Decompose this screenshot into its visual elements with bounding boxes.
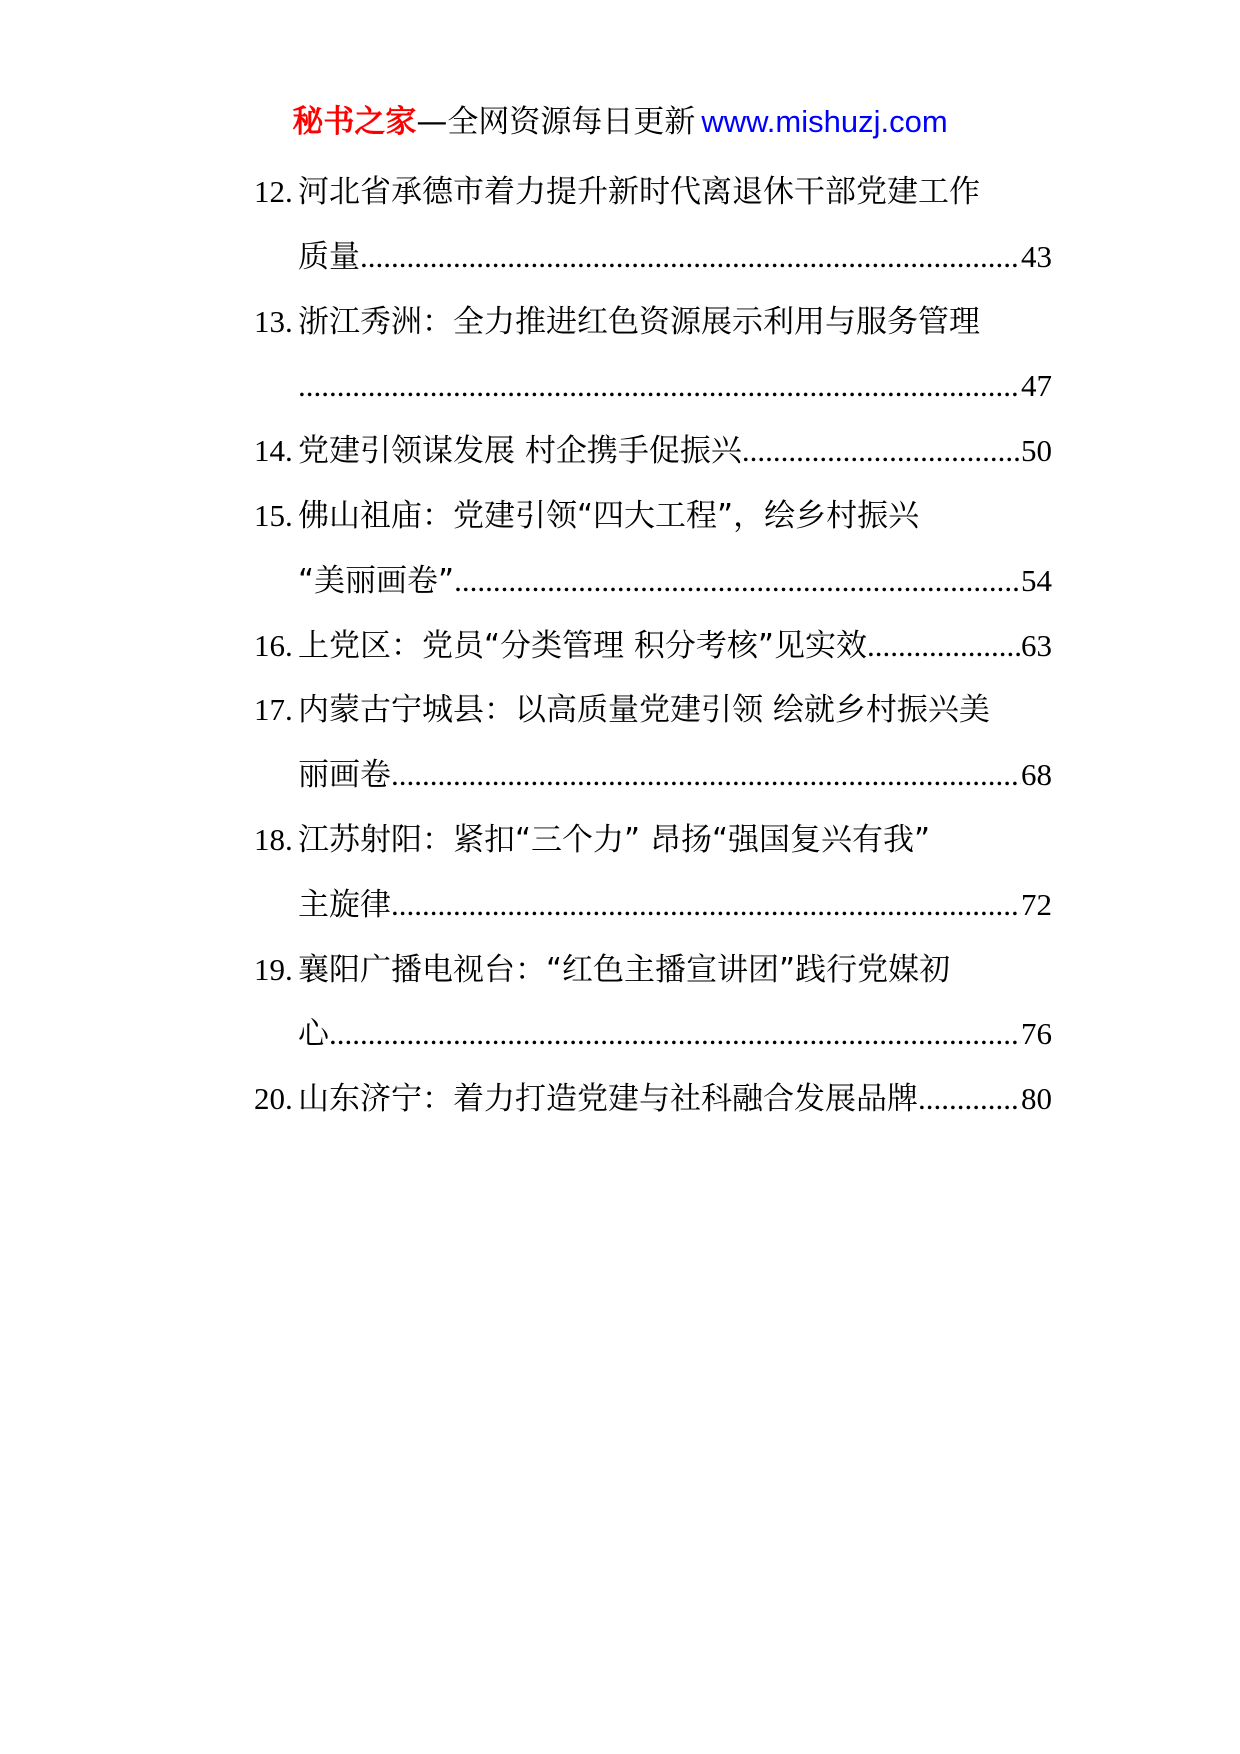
toc-entry-number: 18.	[254, 821, 293, 857]
toc-entry-title: 佛山祖庙：党建引领“四大工程”，绘乡村振兴	[298, 497, 920, 534]
toc-entry-number: 19.	[254, 951, 293, 987]
toc-entry-16[interactable]	[254, 614, 1052, 679]
dot-leader	[454, 549, 1021, 614]
toc-entry-18[interactable]	[254, 808, 1052, 938]
toc-entry-title-continued: “美丽画卷”	[298, 562, 455, 599]
toc-entry-page-number: 63	[1021, 627, 1052, 663]
toc-entry-15[interactable]	[254, 484, 1052, 614]
toc-entry-title: 上党区：党员“分类管理 积分考核”见实效	[298, 627, 867, 664]
toc-entry-19[interactable]	[254, 938, 1052, 1068]
dot-leader	[360, 225, 1021, 290]
table-of-contents	[254, 160, 1052, 1132]
dot-leader	[867, 614, 1021, 679]
dot-leader	[298, 354, 1021, 419]
toc-entry-title-continued: 质量	[298, 238, 360, 275]
toc-entry-page-number: 47	[1021, 368, 1052, 404]
toc-entry-number: 13.	[254, 303, 293, 339]
dot-leader	[329, 1002, 1021, 1067]
toc-entry-title: 党建引领谋发展 村企携手促振兴	[298, 433, 742, 470]
toc-entry-page-number: 72	[1021, 886, 1052, 922]
toc-entry-title-continued: 心	[298, 1016, 329, 1053]
dot-leader	[391, 743, 1021, 808]
toc-entry-number: 14.	[254, 433, 293, 469]
toc-entry-page-number: 50	[1021, 433, 1052, 469]
toc-entry-title: 襄阳广播电视台：“红色主播宣讲团”践行党媒初	[298, 951, 951, 988]
toc-entry-page-number: 76	[1021, 1016, 1052, 1052]
toc-entry-17[interactable]	[254, 678, 1052, 808]
toc-entry-title: 内蒙古宁城县：以高质量党建引领 绘就乡村振兴美	[298, 692, 990, 729]
toc-entry-number: 16.	[254, 627, 293, 663]
toc-entry-number: 17.	[254, 692, 293, 728]
dot-leader	[391, 873, 1021, 938]
toc-entry-13[interactable]	[254, 290, 1052, 420]
toc-entry-title: 江苏射阳：紧扣“三个力” 昂扬“强国复兴有我”	[298, 821, 931, 858]
toc-entry-page-number: 54	[1021, 562, 1052, 598]
toc-entry-number: 15.	[254, 497, 293, 533]
toc-entry-page-number: 80	[1021, 1081, 1052, 1117]
toc-entry-title-continued: 丽画卷	[298, 757, 391, 794]
toc-entry-page-number: 43	[1021, 238, 1052, 274]
dot-leader	[742, 419, 1021, 484]
brand-name: 秘书之家	[292, 104, 417, 140]
toc-entry-number: 20.	[254, 1081, 293, 1117]
toc-entry-title: 山东济宁：着力打造党建与社科融合发展品牌	[298, 1081, 918, 1118]
toc-entry-title-continued: 主旋律	[298, 886, 391, 923]
page-header	[0, 100, 1240, 144]
toc-entry-title: 河北省承德市着力提升新时代离退休干部党建工作	[298, 174, 980, 210]
header-tagline: —全网资源每日更新	[416, 104, 696, 140]
toc-entry-14[interactable]	[254, 419, 1052, 484]
toc-entry-12[interactable]	[254, 160, 1052, 290]
toc-entry-title: 浙江秀洲：全力推进红色资源展示利用与服务管理	[298, 303, 980, 340]
dot-leader	[918, 1067, 1021, 1132]
site-url-link[interactable]: www.mishuzj.com	[701, 104, 948, 139]
toc-entry-page-number: 68	[1021, 757, 1052, 793]
toc-entry-20[interactable]	[254, 1067, 1052, 1132]
toc-entry-number: 12.	[254, 174, 293, 209]
